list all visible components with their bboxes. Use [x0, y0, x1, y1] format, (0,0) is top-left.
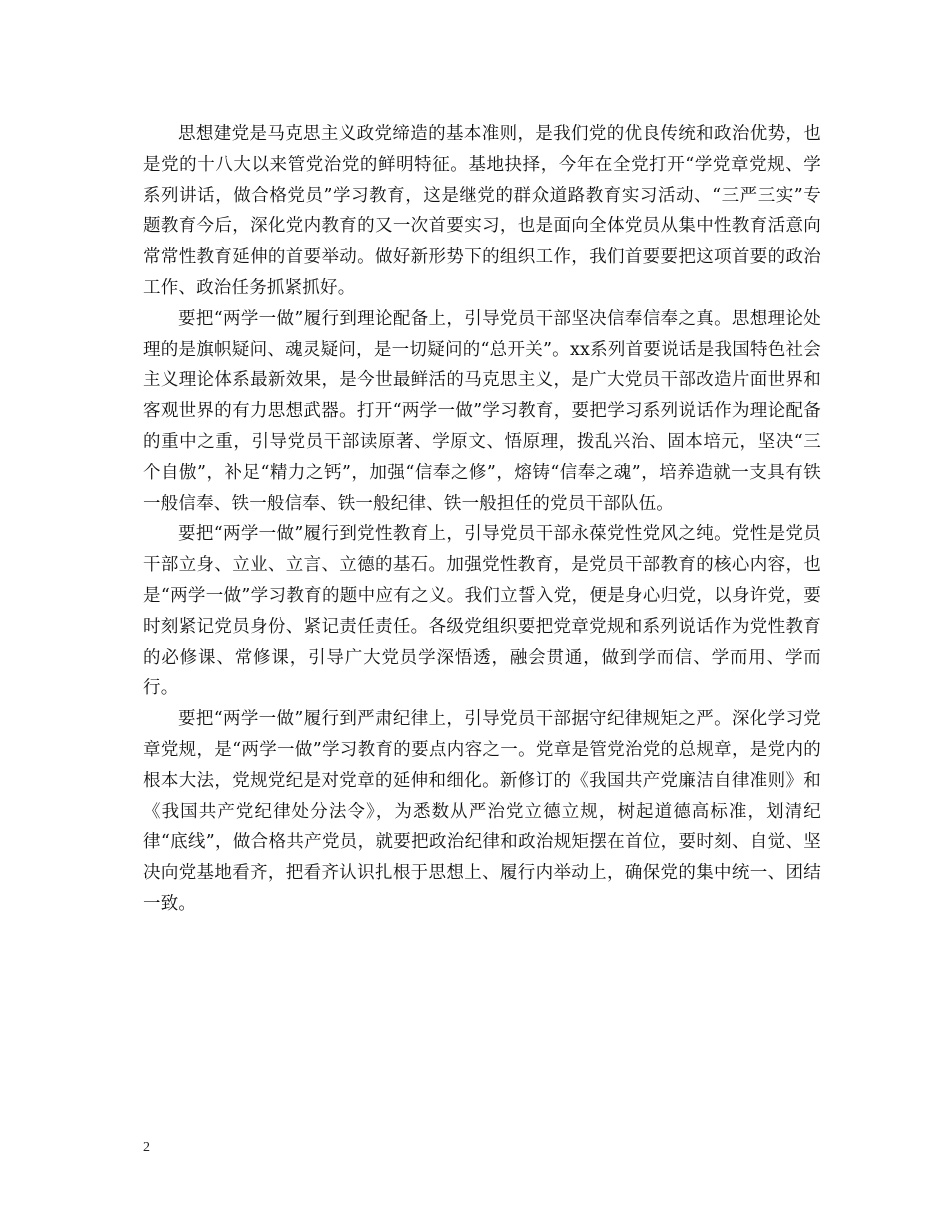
paragraph-3: 要把“两学一做”履行到党性教育上，引导党员干部永葆党性党风之纯。党性是党员干部立身、立业、立言、立德的基石。加强党性教育，是党员干部教育的核心内容，也是“两学一做”学习教育的题中应有之义。我们立誓入党，便是身心归党，以身许党，要时刻紧记党员身份、紧记责任责任。各级党组织要把党章党规和系列说话作为党性教育的必修课、常修课，引导广大党员学深悟透，融会贯通，做到学而信、学而用、学而行。	[143, 524, 821, 699]
document-body	[143, 119, 821, 920]
paragraph-4: 要把“两学一做”履行到严肃纪律上，引导党员干部据守纪律规矩之严。深化学习党章党规，是“两学一做”学习教育的要点内容之一。党章是管党治党的总规章，是党内的根本大法，党规党纪是对党章的延伸和细化。新修订的《我国共产党廉洁自律准则》和《我国共产党纪律处分法令》，为悉数从严治党立德立规，树起道德高标准，划清纪律“底线”，做合格共产党员，就要把政治纪律和政治规矩摆在首位，要时刻、自觉、坚决向党基地看齐，把看齐认识扎根于思想上、履行内举动上，确保党的集中统一、团结一致。	[143, 709, 821, 914]
page-number: 2	[143, 1140, 150, 1155]
paragraph-2: 要把“两学一做”履行到理论配备上，引导党员干部坚决信奉信奉之真。思想理论处理的是旗帜疑问、魂灵疑问，是一切疑问的“总开关”。xx系列首要说话是我国特色社会主义理论体系最新效果，是今世最鲜活的马克思主义，是广大党员干部改造片面世界和客观世界的有力思想武器。打开“两学一做”学习教育，要把学习系列说话作为理论配备的重中之重，引导党员干部读原著、学原文、悟原理，拨乱兴治、固本培元，坚决“三个自傲”，补足“精力之钙”，加强“信奉之修”，熔铸“信奉之魂”，培养造就一支具有铁一般信奉、铁一般信奉、铁一般纪律、铁一般担任的党员干部队伍。	[143, 308, 821, 514]
paragraph-1: 思想建党是马克思主义政党缔造的基本准则，是我们党的优良传统和政治优势，也是党的十八大以来管党治党的鲜明特征。基地抉择，今年在全党打开“学党章党规、学系列讲话，做合格党员”学习教育，这是继党的群众道路教育实习活动、“三严三实”专题教育今后，深化党内教育的又一次首要实习，也是面向全体党员从集中性教育活意向常常性教育延伸的首要举动。做好新形势下的组织工作，我们首要要把这项首要的政治工作、政治任务抓紧抓好。	[143, 124, 821, 298]
